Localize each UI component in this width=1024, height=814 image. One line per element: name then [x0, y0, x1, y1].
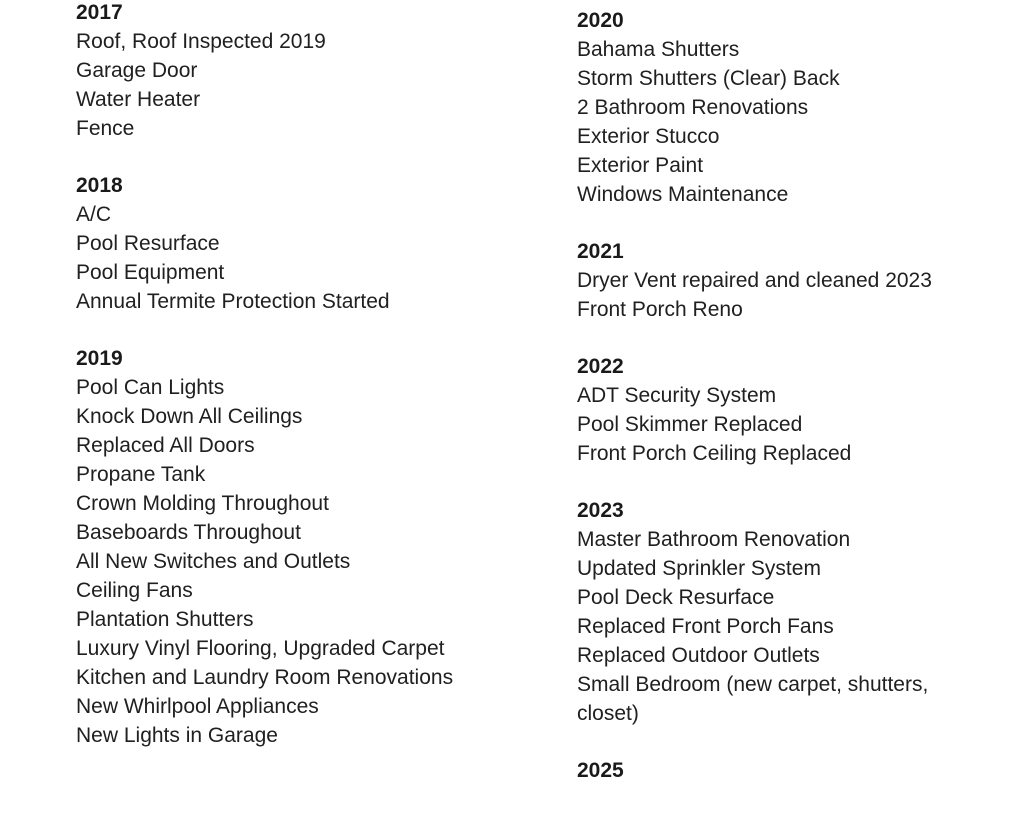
list-item: Water Heater: [76, 88, 201, 111]
year-section-2019: [76, 345, 453, 750]
list-item: A/C: [76, 203, 112, 226]
list-item: Master Bathroom Renovation: [577, 528, 851, 551]
year-section-2017: [76, 0, 453, 143]
list-item: Kitchen and Laundry Room Renovations: [76, 666, 454, 689]
list-item: Garage Door: [76, 59, 198, 82]
year-heading: 2023: [577, 499, 624, 522]
list-item: Pool Equipment: [76, 261, 225, 284]
item-list: [76, 200, 453, 316]
list-item: Small Bedroom (new carpet, shutters, closet): [577, 673, 929, 725]
year-heading: 2025: [577, 759, 624, 782]
list-item: 2 Bathroom Renovations: [577, 96, 809, 119]
list-item: Replaced Outdoor Outlets: [577, 644, 820, 667]
list-item: All New Switches and Outlets: [76, 550, 351, 573]
list-item: Pool Skimmer Replaced: [577, 413, 803, 436]
list-item: Luxury Vinyl Flooring, Upgraded Carpet: [76, 637, 445, 660]
item-list: [577, 525, 957, 728]
list-item: Front Porch Ceiling Replaced: [577, 442, 852, 465]
list-item: Exterior Paint: [577, 154, 704, 177]
list-item: Fence: [76, 117, 135, 140]
year-heading: 2018: [76, 174, 123, 197]
year-section-2021: [577, 238, 957, 324]
list-item: Plantation Shutters: [76, 608, 254, 631]
year-section-2020: [577, 7, 957, 209]
item-list: [577, 35, 957, 209]
list-item: New Whirlpool Appliances: [76, 695, 319, 718]
list-item: Replaced Front Porch Fans: [577, 615, 834, 638]
left-column: [76, 0, 453, 779]
year-heading: 2021: [577, 240, 624, 263]
year-section-2022: [577, 353, 957, 468]
list-item: Dryer Vent repaired and cleaned 2023: [577, 269, 932, 292]
list-item: Windows Maintenance: [577, 183, 789, 206]
list-item: Updated Sprinkler System: [577, 557, 821, 580]
year-heading: 2022: [577, 355, 624, 378]
year-section-2025: [577, 757, 957, 785]
list-item: Ceiling Fans: [76, 579, 193, 602]
year-section-2023: [577, 497, 957, 728]
item-list: [577, 266, 957, 324]
list-item: ADT Security System: [577, 384, 777, 407]
list-item: Knock Down All Ceilings: [76, 405, 303, 428]
list-item: New Lights in Garage: [76, 724, 278, 747]
list-item: Pool Resurface: [76, 232, 220, 255]
list-item: Baseboards Throughout: [76, 521, 301, 544]
item-list: [577, 381, 957, 468]
year-section-2018: [76, 172, 453, 316]
list-item: Annual Termite Protection Started: [76, 290, 390, 313]
item-list: [76, 27, 453, 143]
list-item: Storm Shutters (Clear) Back: [577, 67, 840, 90]
right-column: [577, 7, 957, 814]
year-heading: 2020: [577, 9, 624, 32]
list-item: Pool Can Lights: [76, 376, 225, 399]
list-item: Crown Molding Throughout: [76, 492, 329, 515]
year-heading: 2017: [76, 1, 123, 24]
item-list: [76, 373, 453, 750]
list-item: Propane Tank: [76, 463, 206, 486]
list-item: Front Porch Reno: [577, 298, 743, 321]
list-item: Bahama Shutters: [577, 38, 740, 61]
list-item: Replaced All Doors: [76, 434, 255, 457]
year-heading: 2019: [76, 347, 123, 370]
list-item: Exterior Stucco: [577, 125, 720, 148]
list-item: Roof, Roof Inspected 2019: [76, 30, 326, 53]
list-item: Pool Deck Resurface: [577, 586, 775, 609]
